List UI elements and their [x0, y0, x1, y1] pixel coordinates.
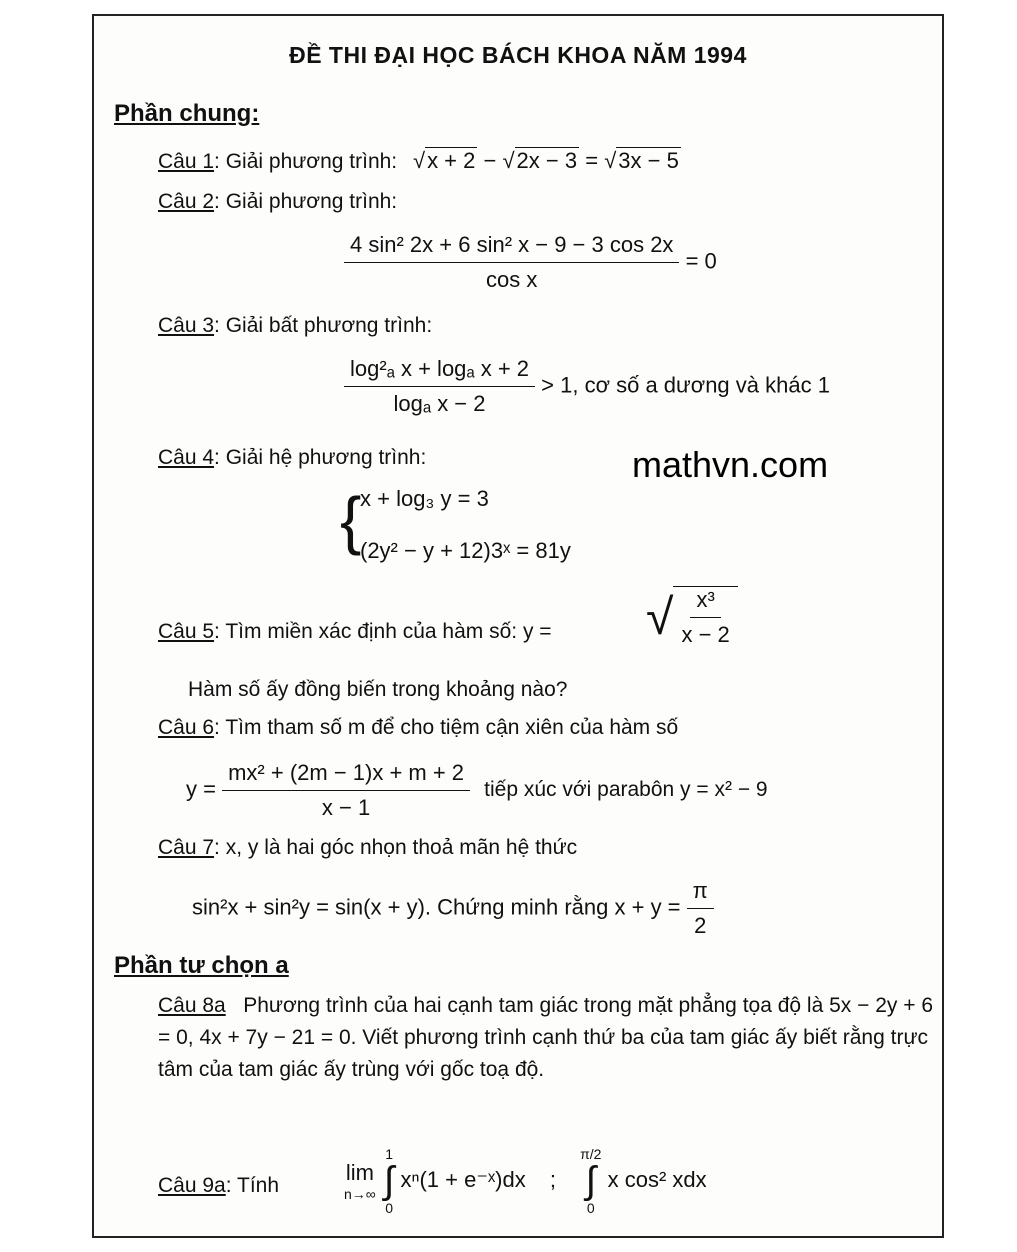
question-text: : Tính: [225, 1174, 280, 1197]
question-label: Câu 3: [158, 314, 215, 337]
equation: $\frac{\text{4 sin² 2x + 6 sin² x − 9 − 3 cos 2x}}{\text{cos x}}$ = 0: [344, 232, 717, 293]
system-brace: {: [340, 484, 362, 556]
section-heading-optional: Phần tư chọn a: [114, 952, 289, 979]
question-label: Câu 6: [158, 716, 215, 739]
question-5: [158, 620, 552, 644]
question-text: : Giải phương trình:: [214, 150, 398, 173]
question-text: Phương trình của hai cạnh tam giác trong mặt phẳng tọa độ là 5x − 2y + 6 = 0, 4x + 7y − 21 = 0. Viết phương trình cạnh thứ ba của tam giác ấy biết rằng trực tâm của tam giác ấy trùng với gốc toạ độ.: [158, 994, 933, 1081]
question-text: : Giải bất phương trình:: [214, 314, 433, 337]
question-7: [158, 836, 577, 860]
question-label: Câu 2: [158, 190, 215, 213]
question-label: Câu 4: [158, 446, 215, 469]
question-1: [158, 148, 681, 174]
question-label: Câu 5: [158, 620, 215, 643]
exam-page: [92, 14, 944, 1238]
question-9a: [158, 1174, 279, 1198]
inequality: $\frac{\text{log²ₐ x + logₐ x + 2}}{\text{logₐ x − 2}}$ > 1, cơ số a dương và khác 1: [344, 356, 830, 417]
question-text: : Giải hệ phương trình:: [214, 446, 427, 469]
system-eq-2: (2y² − y + 12)3ˣ = 81y: [360, 538, 571, 563]
identity-expression: sin²x + sin²y = sin(x + y). Chứng minh rằng x + y = $\frac{\pi}{2}$: [192, 878, 714, 939]
question-label: Câu 9a: [158, 1174, 226, 1197]
system-eq-1: x + log₃ y = 3: [360, 486, 489, 511]
page-title: ĐỀ THI ĐẠI HỌC BÁCH KHOA NĂM 1994: [289, 42, 747, 68]
watermark: mathvn.com: [632, 444, 829, 485]
limit-integral: lim n→∞ 1 ∫ 0 xⁿ(1 + e⁻ˣ)dx ; π/2 ∫ 0 x cos² xdx: [344, 1146, 707, 1216]
question-8a: [158, 990, 948, 1086]
question-label: Câu 1: [158, 150, 215, 173]
question-6: [158, 716, 678, 740]
section-heading-general: Phần chung:: [114, 100, 260, 127]
question-text: : x, y là hai góc nhọn thoả mãn hệ thức: [214, 836, 578, 859]
question-label: Câu 8a: [158, 994, 226, 1017]
question-text: : Tìm miền xác định của hàm số: y =: [214, 620, 552, 643]
equation: √x + 2 − √2x − 3 = √3x − 5: [412, 148, 679, 173]
function-expression: y = $\frac{\text{mx² + (2m − 1)x + m + 2}}{x - 1}$ tiếp xúc với parabôn y = x² − 9: [186, 760, 768, 820]
question-text: : Tìm tham số m để cho tiệm cận xiên của hàm số: [214, 716, 679, 739]
question-4: [158, 446, 426, 470]
question-5-line-2: Hàm số ấy đồng biến trong khoảng nào?: [188, 678, 568, 701]
domain-expression: √ $\frac{\text{x³}}{x - 2}$: [646, 586, 738, 648]
question-3: [158, 314, 432, 338]
question-2: [158, 190, 397, 214]
question-text: : Giải phương trình:: [214, 190, 398, 213]
question-label: Câu 7: [158, 836, 215, 859]
